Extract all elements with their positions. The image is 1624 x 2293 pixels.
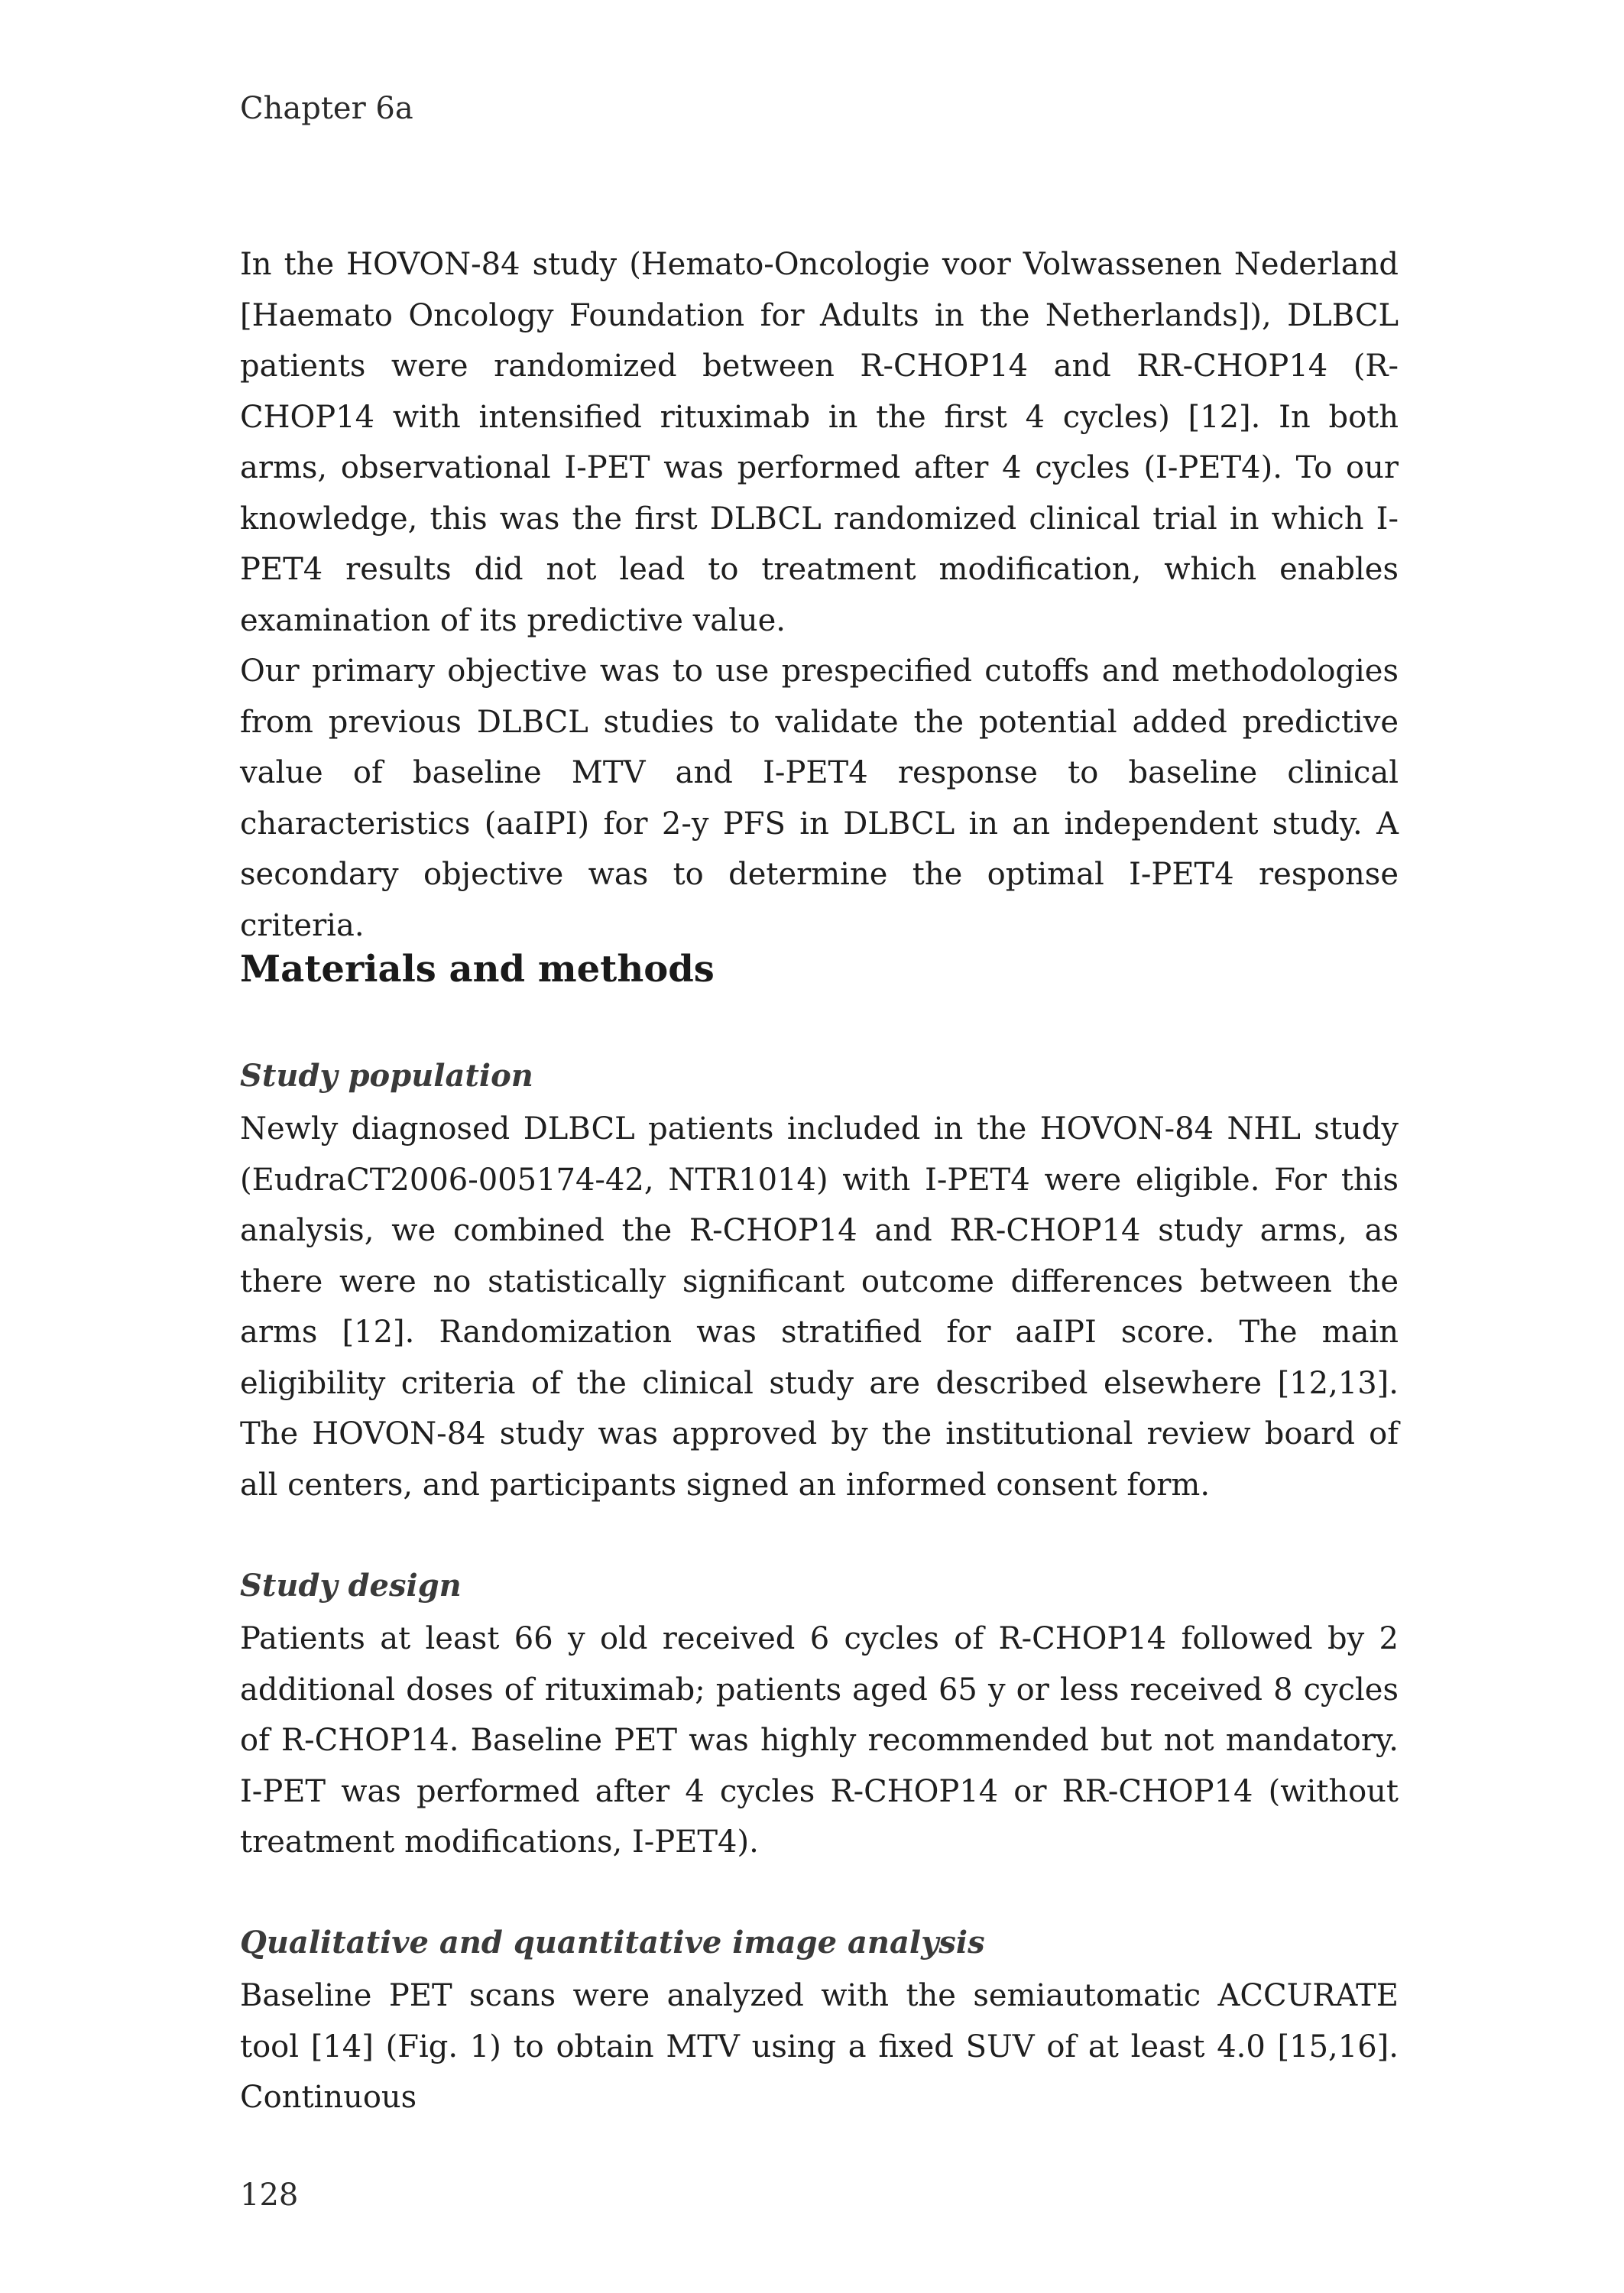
subheading-study-population: Study population bbox=[240, 1058, 533, 1094]
intro-paragraph: Our primary objective was to use prespecified cutoffs and methodologies from previous DLBCL studies to validate the potential added predictive value of baseline MTV and I-PET4 response to baseline clinical characteristics (aaIPI) for 2-y PFS in DLBCL in an independent study. A secondary objective was to determine the optimal I-PET4 response criteria. bbox=[240, 654, 1399, 943]
intro-section bbox=[240, 239, 1399, 951]
page-number: 128 bbox=[240, 2178, 299, 2213]
paragraph-text: Newly diagnosed DLBCL patients included in the HOVON-84 NHL study (EudraCT2006-005174-42, NTR1014) with I-PET4 were eligible. For this analysis, we combined the R-CHOP14 and RR-CHOP14 study arms, as there were no statistically significant outcome differences between the arms [12]. Randomization was stratified for aaIPI score. The main eligibility criteria of the clinical study are described elsewhere [12,13]. The HOVON-84 study was approved by the institutional review board of all centers, and participants signed an informed consent form. bbox=[240, 1111, 1399, 1503]
subheading-image-analysis: Qualitative and quantitative image analysis bbox=[240, 1925, 985, 1961]
paragraph-text: Baseline PET scans were analyzed with the semiautomatic ACCURATE tool [14] (Fig. 1) to obtain MTV using a fixed SUV of at least 4.0 [15,16]. Continuous bbox=[240, 1978, 1399, 2115]
image-analysis-paragraph bbox=[240, 1970, 1399, 2123]
paragraph-text: Patients at least 66 y old received 6 cycles of R-CHOP14 followed by 2 additional doses of rituximab; patients aged 65 y or less received 8 cycles of R-CHOP14. Baseline PET was highly recommended but not mandatory. I-PET was performed after 4 cycles R-CHOP14 or RR-CHOP14 (without treatment modifications, I-PET4). bbox=[240, 1621, 1399, 1860]
study-population-paragraph bbox=[240, 1104, 1399, 1510]
section-heading: Materials and methods bbox=[240, 948, 715, 991]
study-design-paragraph bbox=[240, 1614, 1399, 1868]
intro-paragraph: In the HOVON-84 study (Hemato-Oncologie voor Volwassenen Nederland [Haemato Oncology Foundation for Adults in the Netherlands]), DLBCL patients were randomized between R-CHOP14 and RR-CHOP14 (R-CHOP14 with intensified rituximab in the first 4 cycles) [12]. In both arms, observational I-PET was performed after 4 cycles (I-PET4). To our knowledge, this was the first DLBCL randomized clinical trial in which I-PET4 results did not lead to treatment modification, which enables examination of its predictive value. bbox=[240, 247, 1399, 638]
subheading-study-design: Study design bbox=[240, 1568, 462, 1604]
running-header: Chapter 6a bbox=[240, 91, 413, 126]
